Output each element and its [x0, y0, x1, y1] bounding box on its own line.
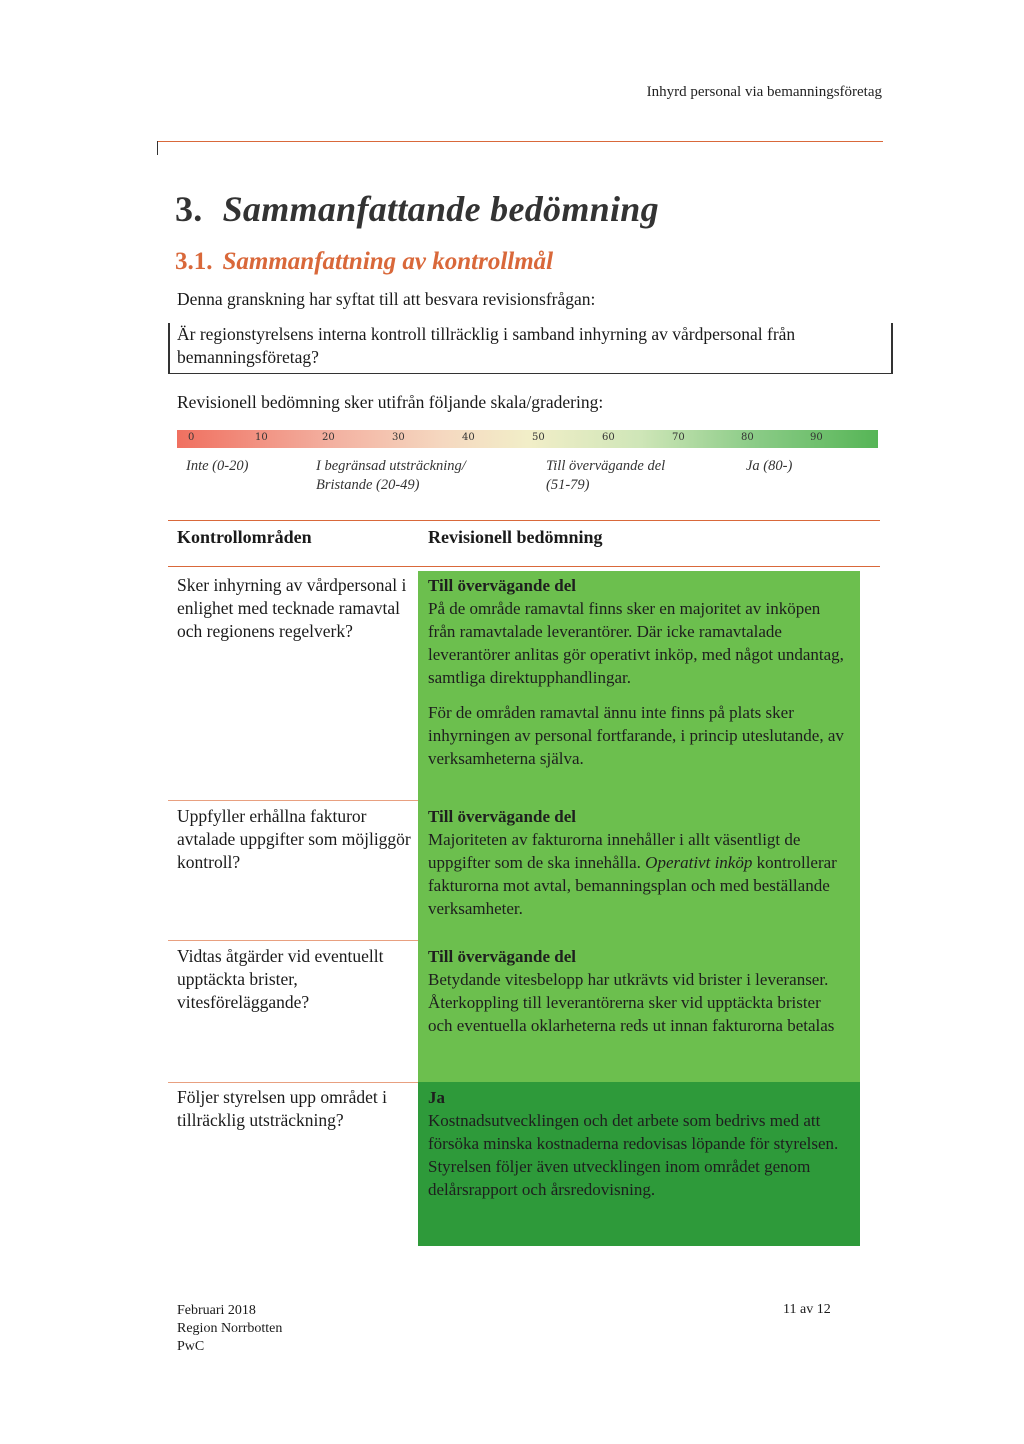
scale-tick: 20	[322, 432, 335, 443]
running-header: Inhyrd personal via bemanningsföretag	[646, 84, 882, 100]
section-number: 3.1.	[175, 248, 213, 275]
page-number: 11 av 12	[783, 1302, 831, 1317]
assessment-grade: Till övervägande del	[428, 807, 576, 826]
control-question: Vidtas åtgärder vid eventuellt upptäckta brister, vitesföreläggande?	[177, 946, 384, 1012]
assessment-grade: Ja	[428, 1088, 445, 1107]
column-header-kontrollomraden: Kontrollområden	[177, 527, 312, 547]
assessment-text-emphasis: Operativt inköp	[645, 853, 753, 872]
control-question: Uppfyller erhållna fakturor avtalade uppgifter som möjliggör kontroll?	[177, 806, 411, 872]
assessment-grade: Till övervägande del	[428, 947, 576, 966]
section-title: Sammanfattning av kontrollmål	[222, 248, 554, 275]
scale-tick: 10	[255, 432, 268, 443]
table-top-rule	[168, 520, 880, 521]
scale-intro: Revisionell bedömning sker utifrån följande skala/gradering:	[177, 392, 604, 412]
assessment-paragraph: På de område ramavtal finns sker en majoritet av inköpen från ramavtalade leverantörer. Där icke ramavtalade leverantörer anlitas gör operativt inköp, med något undantag, samtliga direktupphandlingar.	[428, 599, 844, 687]
assessment-text-part: kontrollerar fakturorna mot avtal, bemanningsplan och med beställande verksamheter.	[428, 853, 837, 918]
row-rule	[168, 1082, 418, 1083]
scale-tick: 50	[532, 432, 545, 443]
assessment-text-part: Majoriteten av fakturorna innehåller i allt väsentligt de uppgifter som de ska innehålla.	[428, 830, 801, 872]
section-heading	[175, 248, 553, 276]
scale-label-begransad	[316, 457, 466, 495]
scale-tick: 80	[741, 432, 754, 443]
intro-text: Denna granskning har syftat till att besvara revisionsfrågan:	[177, 289, 596, 309]
scale-tick: 90	[810, 432, 823, 443]
scale-label-line: I begränsad utsträckning/	[316, 458, 466, 474]
scale-tick: 70	[672, 432, 685, 443]
assessment-paragraph: Kostnadsutvecklingen och det arbete som bedrivs med att försöka minska kostnaderna redovisas löpande för styrelsen. Styrelsen följer även utvecklingen inom området genom delårsrapport och årsredovisning.	[428, 1111, 839, 1199]
footer-organization: Region Norrbotten	[177, 1321, 283, 1336]
scale-tick: 0	[188, 432, 195, 443]
assessment-text	[428, 805, 848, 932]
assessment-paragraph: Betydande vitesbelopp har utkrävts vid brister i leveranser. Återkoppling till leverantörerna sker vid upptäckta brister och eventuella oklarheterna reds ut innan fakturorna betalas	[428, 970, 835, 1035]
scale-tick: 40	[462, 432, 475, 443]
assessment-text	[428, 945, 848, 1049]
scale-label-overvagande	[546, 457, 665, 495]
assessment-paragraph	[428, 828, 848, 920]
scale-label-line: Till övervägande del	[546, 458, 666, 474]
row-rule	[168, 940, 418, 941]
audit-question: Är regionstyrelsens interna kontroll tillräcklig i samband inhyrning av vårdpersonal från bemanningsföretag?	[168, 323, 893, 374]
header-tick	[157, 141, 158, 155]
chapter-number: 3.	[175, 189, 203, 229]
footer	[177, 1302, 282, 1356]
assessment-text	[428, 574, 848, 782]
chapter-title: Sammanfattande bedömning	[222, 189, 659, 229]
scale-label-inte: Inte (0-20)	[186, 458, 249, 474]
scale-label-ja: Ja (80-)	[746, 458, 793, 474]
assessment-grade: Till övervägande del	[428, 576, 576, 595]
row-rule	[168, 800, 418, 801]
assessment-paragraph: För de områden ramavtal ännu inte finns på plats sker inhyrningen av personal fortfarande, i princip uteslutande, av verksamheterna själva.	[428, 703, 844, 768]
header-rule	[157, 141, 883, 142]
column-header-bedomning: Revisionell bedömning	[428, 527, 603, 547]
scale-label-line: Bristande (20-49)	[316, 477, 420, 493]
footer-firm: PwC	[177, 1339, 205, 1354]
scale-tick: 30	[392, 432, 405, 443]
table-header-rule	[168, 566, 880, 567]
footer-date: Februari 2018	[177, 1303, 256, 1318]
grading-scale-bar	[177, 430, 878, 448]
scale-label-line: (51-79)	[546, 477, 590, 493]
control-question: Följer styrelsen upp området i tillräcklig utsträckning?	[177, 1087, 387, 1130]
assessment-text	[428, 1086, 848, 1213]
control-question: Sker inhyrning av vårdpersonal i enlighet med tecknade ramavtal och regionens regelverk?	[177, 575, 407, 641]
scale-tick: 60	[602, 432, 615, 443]
chapter-heading	[175, 188, 659, 230]
